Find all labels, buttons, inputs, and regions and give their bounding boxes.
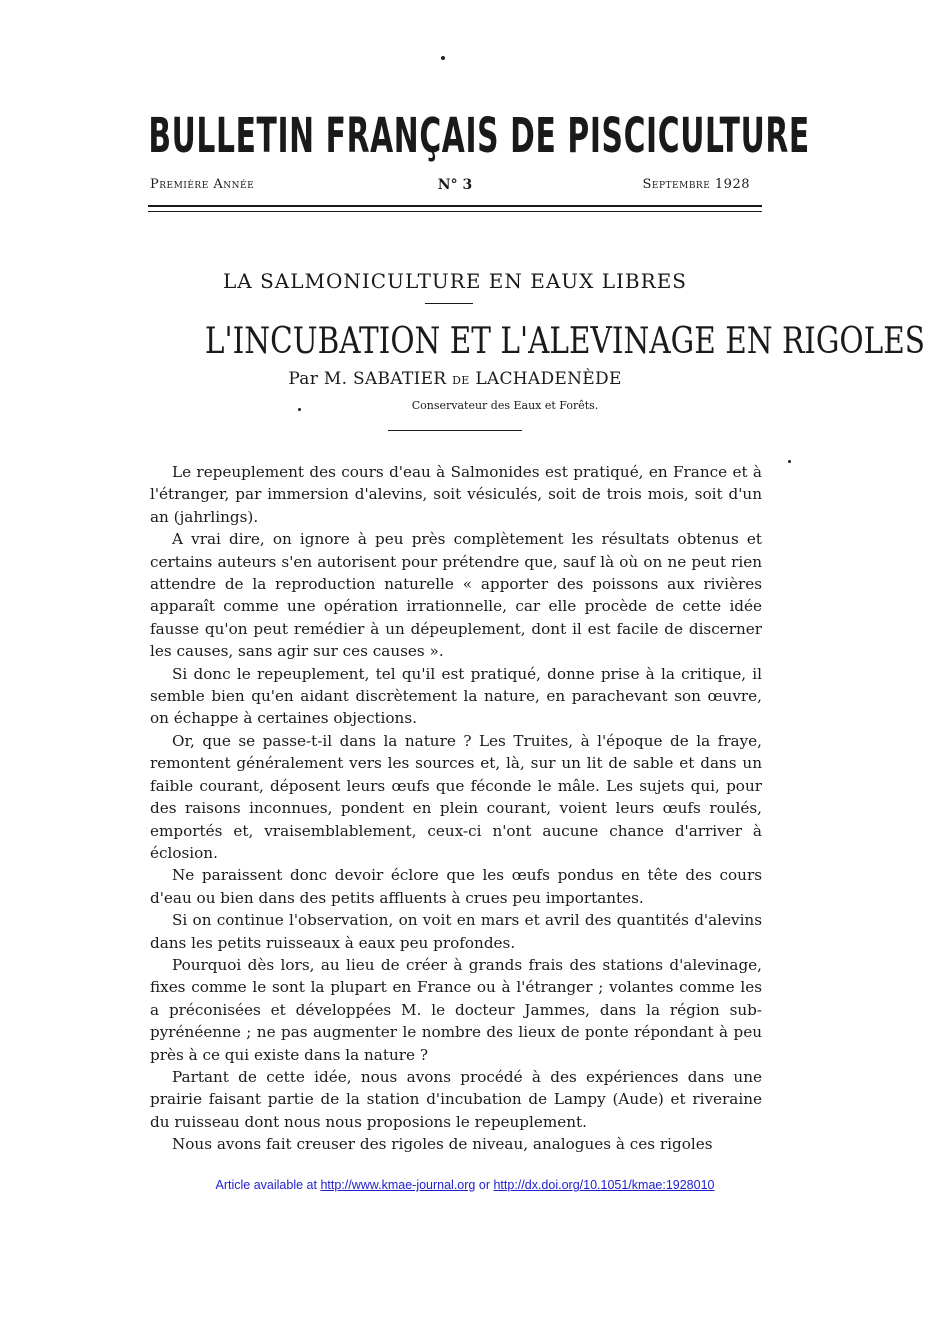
paragraph: Nous avons fait creuser des rigoles de niveau, analogues à ces rigoles: [172, 1135, 713, 1154]
issue-number: N° 3: [437, 177, 473, 193]
byline-prefix: Par M. SABATIER: [288, 369, 447, 389]
kmae-journal-link[interactable]: http://www.kmae-journal.org: [320, 1178, 476, 1192]
header-rule-thick: [148, 205, 762, 207]
paragraph: Si donc le repeuplement, tel qu'il est pratiqué, donne prise à la critique, il semble bien qu'en aidant discrètement la nature, en parachevant son œuvre, on échappe à certaines objections.: [150, 664, 762, 728]
byline: [150, 368, 760, 390]
doi-link[interactable]: http://dx.doi.org/10.1051/kmae:1928010: [493, 1178, 715, 1192]
availability-footer: [0, 1176, 930, 1194]
issue-line: [150, 175, 760, 195]
footer-prefix: Article available at: [215, 1178, 317, 1192]
print-speck: [788, 460, 791, 463]
journal-masthead: [148, 104, 810, 168]
issue-year: Première Année: [150, 177, 255, 192]
print-speck: [441, 56, 445, 60]
issue-date: Septembre 1928: [642, 177, 750, 192]
paragraph: Si on continue l'observation, on voit en mars et avril des quantités d'alevins dans les petits ruisseaux à eaux peu profondes.: [150, 911, 762, 952]
title-divider: [388, 430, 522, 431]
paragraph: A vrai dire, on ignore à peu près complètement les résultats obtenus et certains auteurs s'en autorisent pour prétendre que, sauf là où on ne peut rien attendre de la reproduction naturelle « apporter des poissons aux rivières apparaît comme une opération irrationnelle, car elle procède de cette idée fausse qu'on peut remédier à un dépeuplement, dont il est facile de discerner les causes, sans agir sur ces causes ».: [150, 530, 762, 661]
journal-title: BULLETIN FRANÇAIS DE PISCICULTURE: [148, 108, 810, 164]
article-body: [150, 461, 762, 1156]
article-title: L'INCUBATION ET L'ALEVINAGE EN RIGOLES: [204, 321, 926, 362]
paragraph: Pourquoi dès lors, au lieu de créer à grands frais des stations d'alevinage, fixes comme le sont la plupart en France ou à l'étranger ; volantes comme les a préconisées et développées M. le docteur Jammes, dans la région sub-pyrénéenne ; ne pas augmenter le nombre des lieux de ponte répondant à peu près à ce qui existe dans la nature ?: [150, 955, 762, 1064]
footer-or: or: [478, 1178, 490, 1192]
paragraph: Le repeuplement des cours d'eau à Salmonides est pratiqué, en France et à l'étranger, par immersion d'alevins, soit vésiculés, soit de trois mois, soit d'un an (jahrlings).: [150, 463, 762, 526]
paragraph: Ne paraissent donc devoir éclore que les œufs pondus en tête des cours d'eau ou bien dans des petits affluents à crues peu importantes.: [150, 866, 762, 907]
section-divider: [425, 303, 473, 304]
header-rule-thin: [148, 211, 762, 212]
author-role: Conservateur des Eaux et Forêts.: [411, 399, 599, 412]
paragraph: Or, que se passe-t-il dans la nature ? Les Truites, à l'époque de la fraye, remontent généralement vers les sources et, là, sur un lit de sable et dans un faible courant, déposent leurs œufs que féconde le mâle. Les sujets qui, pour des raisons inconnues, pondent en plein courant, voient leurs œufs roulés, emportés et, vraisemblablement, ceux-ci n'ont aucune chance d'arriver à éclosion.: [150, 731, 762, 862]
byline-particle: de: [452, 370, 470, 388]
byline-surname: LACHADENÈDE: [475, 369, 622, 389]
paragraph: Partant de cette idée, nous avons procédé à des expériences dans une prairie faisant partie de la station d'incubation de Lampy (Aude) et riveraine du ruisseau dont nous nous proposions le repeuplement.: [150, 1067, 762, 1131]
section-title: LA SALMONICULTURE EN EAUX LIBRES: [223, 269, 687, 293]
